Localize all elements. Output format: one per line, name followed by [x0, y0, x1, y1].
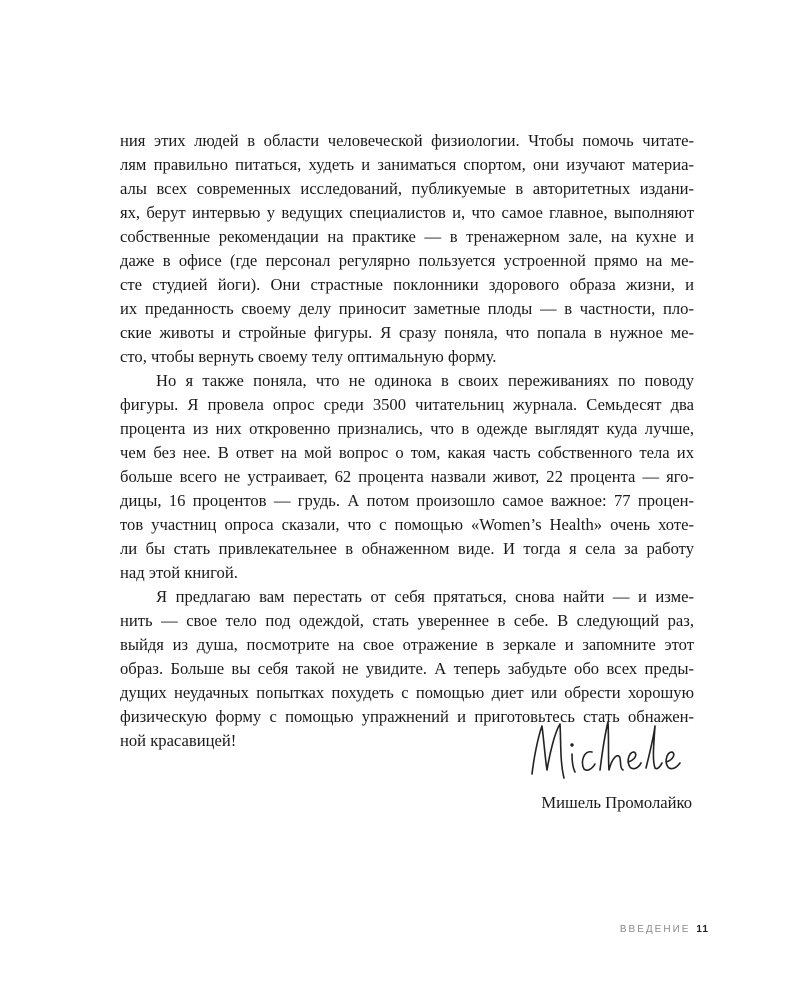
text-line: физическую форму с помощью упражнений и приготовьтесь стать обнажен-	[120, 707, 694, 726]
section-title: ВВЕДЕНИЕ	[619, 924, 691, 935]
page-number: 11	[696, 924, 709, 935]
text-line: больше всего не устраивает, 62 процента назвали живот, 22 процента — яго-	[120, 467, 694, 486]
text-line: алы всех современных исследований, публикуемые в авторитетных издани-	[120, 179, 694, 198]
text-line: ли бы стать привлекательнее в обнаженном виде. И тогда я села за работу	[120, 539, 694, 558]
text-line: дущих неудачных попытках похудеть с помощью диет или обрести хорошую	[120, 683, 694, 702]
handwritten-signature	[520, 712, 700, 792]
text-line: чем без нее. В ответ на мой вопрос о том, какая часть собственного тела их	[120, 443, 694, 462]
text-line: дицы, 16 процентов — грудь. А потом произошло самое важное: 77 процен-	[120, 491, 694, 510]
text-line: нить — свое тело под одеждой, стать увереннее в себе. В следующий раз,	[120, 611, 694, 630]
text-line: фигуры. Я провела опрос среди 3500 читательниц журнала. Семьдесят два	[120, 395, 694, 414]
text-line: над этой книгой.	[120, 563, 238, 582]
text-line: выйдя из душа, посмотрите на свое отражение в зеркале и запомните этот	[120, 635, 694, 654]
text-line: лям правильно питаться, худеть и заниматься спортом, они изучают материа-	[120, 155, 694, 174]
page-footer	[620, 924, 709, 935]
text-line: Но я также поняла, что не одинока в своих переживаниях по поводу	[156, 371, 694, 390]
text-line: их преданность своему делу приносит заметные плоды — в частности, пло-	[120, 299, 694, 318]
text-line: ной красавицей!	[120, 731, 237, 750]
text-line: образ. Больше вы себя такой не увидите. А теперь забудьте обо всех преды-	[120, 659, 694, 678]
text-line: ские животы и стройные фигуры. Я сразу поняла, что попала в нужное ме-	[120, 323, 694, 342]
text-line: сте студией йоги). Они страстные поклонники здорового образа жизни, и	[120, 275, 694, 294]
text-line: даже в офисе (где персонал регулярно пользуется устроенной прямо на ме-	[120, 251, 694, 270]
text-line: сто, чтобы вернуть своему телу оптимальную форму.	[120, 347, 497, 366]
text-line: процента из них откровенно признались, что в одежде выглядят куда лучше,	[120, 419, 694, 438]
author-name: Мишель Промолайко	[541, 793, 692, 812]
text-line: ния этих людей в области человеческой физиологии. Чтобы помочь читате-	[120, 131, 694, 150]
body-text	[120, 129, 694, 753]
text-line: Я предлагаю вам перестать от себя прятаться, снова найти — и изме-	[156, 587, 694, 606]
text-line: тов участниц опроса сказали, что с помощью «Women’s Health» очень хоте-	[120, 515, 694, 534]
text-line: собственные рекомендации на практике — в тренажерном зале, на кухне и	[120, 227, 694, 246]
text-line: ях, берут интервью у ведущих специалистов и, что самое главное, выполняют	[120, 203, 694, 222]
